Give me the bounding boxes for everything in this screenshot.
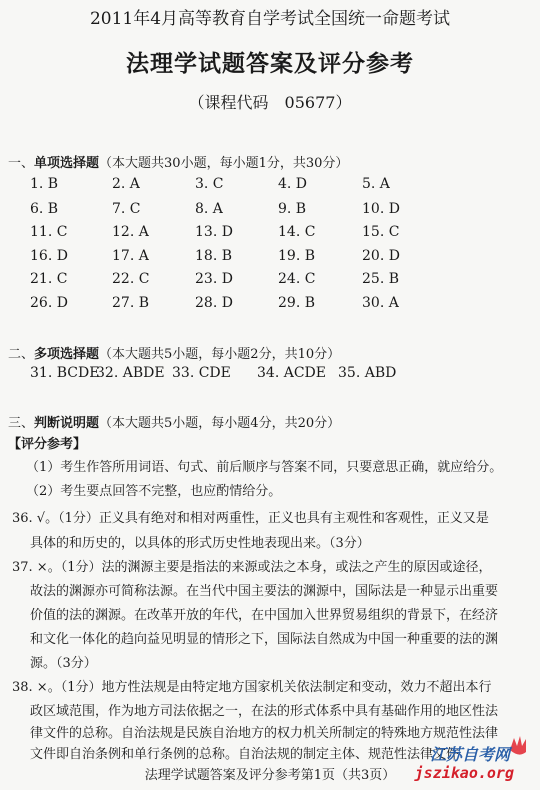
single-choice-answer: 23. D [195,271,233,287]
single-choice-answer: 6. B [30,201,59,217]
single-choice-answer: 14. C [278,224,316,240]
answer-text-line: 和文化一体化的趋向益见明显的情形之下，国际法自然成为中国一种重要的法的渊 [30,632,499,647]
single-choice-answer: 24. C [278,271,316,287]
single-choice-answer: 19. B [278,248,316,264]
section-1-number: 一、 [8,156,35,171]
answer-text-line: 价值的法的渊源。在改革开放的年代，在中国加入世界贸易组织的背景下，在经济 [30,608,499,623]
document-title: 法理学试题答案及评分参考 [126,50,414,77]
answer-text-line: 37. ×。（1分）法的渊源主要是指法的来源或法之本身，或法之产生的原因或途径， [12,560,492,575]
single-choice-answer: 27. B [112,295,150,311]
single-choice-answer: 2. A [112,176,140,192]
answer-text-line: 38. ×。（1分）地方性法规是由特定地方国家机关依法制定和变动，效力不超出本行 [12,680,492,695]
single-choice-answer: 16. D [30,248,68,264]
section-3-name: 判断说明题 [34,416,100,431]
exam-line: 2011年4月高等教育自学考试全国统一命题考试 [89,9,451,29]
single-choice-answer: 1. B [30,176,59,192]
answer-text-line: 源。（3分） [30,656,97,671]
section-3-rule: （本大题共5小题，每小题4分，共20分） [99,416,341,431]
course-code: （课程代码 05677） [188,93,352,112]
answer-text-line: 故法的渊源亦可简称法源。在当代中国主要法的渊源中，国际法是一种显示出重要 [30,584,499,599]
answer-text-line: 36. √。（1分）正义具有绝对和相对两重性，正义也具有主观性和客观性，正义又是 [12,511,489,526]
single-choice-answer: 21. C [30,271,68,287]
single-choice-answer: 13. D [195,224,233,240]
single-choice-answer: 11. C [30,224,68,240]
multiple-choice-answer: 32. ABDE [96,365,165,381]
single-choice-answer: 8. A [195,201,223,217]
watermark-site-url: jszikao.org [414,764,514,782]
single-choice-answer: 10. D [362,201,400,217]
multiple-choice-answer: 33. CDE [172,365,231,381]
single-choice-answer: 5. A [362,176,390,192]
page-footer: 法理学试题答案及评分参考第1页（共3页） [144,768,396,783]
single-choice-answer: 28. D [195,295,233,311]
section-1-name: 单项选择题 [34,156,100,171]
single-choice-answer: 26. D [30,295,68,311]
section-2-number: 二、 [8,347,35,362]
single-choice-answer: 17. A [112,248,149,264]
grading-reference-label: 【评分参考】 [8,437,87,452]
single-choice-answer: 9. B [278,201,307,217]
section-3-heading [8,412,340,431]
single-choice-answer: 3. C [195,176,224,192]
section-1-rule: （本大题共30小题，每小题1分，共30分） [99,156,349,171]
multiple-choice-answer: 31. BCDE [30,365,100,381]
section-2-heading [8,343,340,362]
single-choice-answer: 7. C [112,201,141,217]
multiple-choice-answer: 35. ABD [338,365,397,381]
answer-text-line: 文件即自治条例和单行条例的总称。自治法规的制定主体、规范性法律文件 [30,747,460,762]
section-1-heading [8,152,348,171]
single-choice-answer: 12. A [112,224,149,240]
answer-text-line: （1）考生作答所用词语、句式、前后顺序与答案不同，只要意思正确，就应给分。 [26,460,503,475]
single-choice-answer: 30. A [362,295,399,311]
answer-text-line: 律文件的总称。自治法规是民族自治地方的权力机关所制定的特殊地方规范性法律 [30,726,499,741]
section-2-name: 多项选择题 [34,347,100,362]
section-3-number: 三、 [8,416,35,431]
single-choice-answer: 18. B [195,248,233,264]
watermark-site-name: 江苏自考网 [429,745,510,764]
section-2-rule: （本大题共5小题，每小题2分，共10分） [99,347,341,362]
single-choice-answer: 15. C [362,224,400,240]
single-choice-answer: 20. D [362,248,400,264]
answer-text-line: （2）考生要点回答不完整，也应酌情给分。 [26,484,282,499]
single-choice-answer: 4. D [278,176,308,192]
answer-text-line: 政区域范围，作为地方司法依据之一，在法的形式体系中具有基础作用的地区性法 [30,704,499,719]
single-choice-answer: 22. C [112,271,150,287]
single-choice-answer: 29. B [278,295,316,311]
multiple-choice-answer: 34. ACDE [257,365,326,381]
answer-text-line: 具体的和历史的，以具体的形式历史性地表现出来。（3分） [30,536,370,551]
single-choice-answer: 25. B [362,271,400,287]
